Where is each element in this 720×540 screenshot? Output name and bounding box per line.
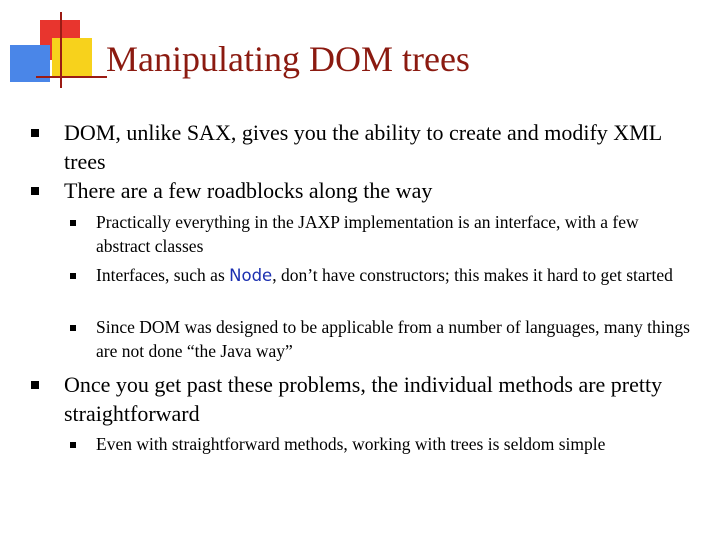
bullet-text: Once you get past these problems, the individual methods are pretty straightforward [64, 372, 663, 426]
sub-bullet-text: Since DOM was designed to be applicable from a number of languages, many things are not done “the Java way” [96, 317, 690, 361]
code-node: Node [229, 266, 273, 285]
sub-bullet-marker [70, 220, 76, 226]
sub-bullet-marker [70, 325, 76, 331]
sub-bullet-marker [70, 442, 76, 448]
sub-bullet-text-pre: Interfaces, such as [96, 265, 230, 285]
bullet-marker [31, 129, 39, 137]
sub-bullet-text: Even with straightforward methods, working with trees is seldom simple [96, 434, 606, 454]
sub-bullet-marker [70, 273, 76, 279]
bullet-text: There are a few roadblocks along the way [64, 178, 433, 203]
bullet-text: DOM, unlike SAX, gives you the ability to create and modify XML trees [64, 120, 662, 174]
bullet-marker [31, 381, 39, 389]
sub-bullet-text [96, 264, 696, 288]
sub-bullet-text-post: , don’t have constructors; this makes it hard to get started [272, 265, 673, 285]
sub-bullet-text: Practically everything in the JAXP implementation is an interface, with a few abstract classes [96, 212, 639, 256]
bullet-marker [31, 187, 39, 195]
slide-title: Manipulating DOM trees [106, 39, 470, 79]
